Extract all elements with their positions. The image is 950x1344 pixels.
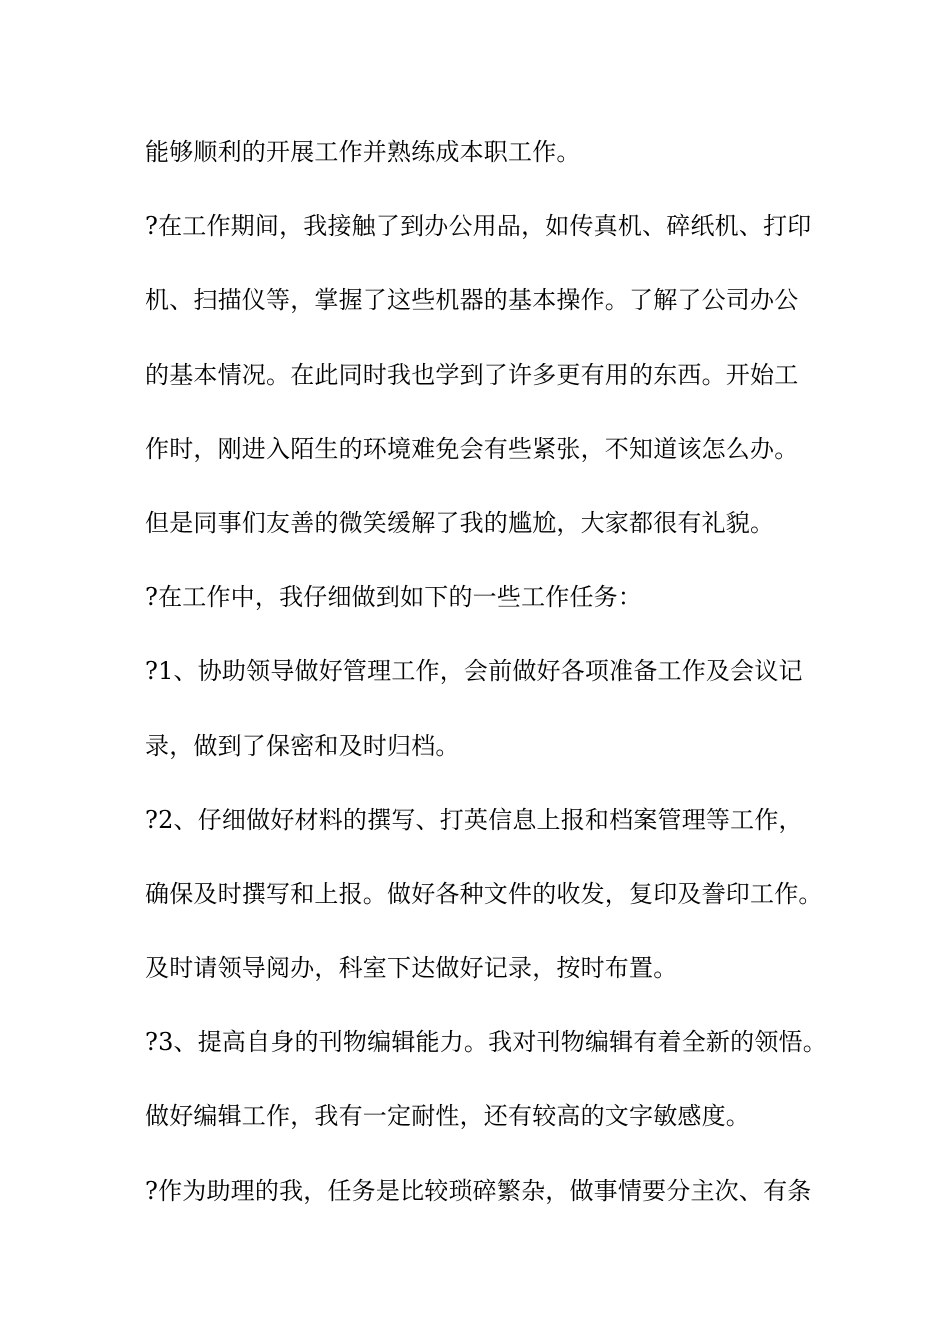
text-line: 确保及时撰写和上报。做好各种文件的收发，复印及誊印工作。	[145, 879, 823, 908]
text-line: 作时，刚进入陌生的环境难免会有些紧张，不知道该怎么办。	[145, 434, 799, 463]
text-line: ?在工作中，我仔细做到如下的一些工作任务：	[145, 583, 643, 612]
text-line: 做好编辑工作，我有一定耐性，还有较高的文字敏感度。	[145, 1102, 750, 1131]
text-line: ?1、协助领导做好管理工作，会前做好各项准备工作及会议记	[145, 657, 803, 686]
body-text	[145, 128, 845, 1241]
text-line: ?2、仔细做好材料的撰写、打英信息上报和档案管理等工作，	[145, 805, 803, 834]
text-line: 及时请领导阅办，科室下达做好记录，按时布置。	[145, 954, 678, 983]
text-line: ?在工作期间，我接触了到办公用品，如传真机、碎纸机、打印	[145, 212, 812, 241]
text-line: ?作为助理的我，任务是比较琐碎繁杂，做事情要分主次、有条	[145, 1176, 812, 1205]
text-line: 机、扫描仪等，掌握了这些机器的基本操作。了解了公司办公	[145, 286, 799, 315]
text-line: 录，做到了保密和及时归档。	[145, 731, 460, 760]
text-line: 的基本情况。在此同时我也学到了许多更有用的东西。开始工	[145, 360, 799, 389]
text-line: ?3、提高自身的刊物编辑能力。我对刊物编辑有着全新的领悟。	[145, 1028, 827, 1057]
text-line: 能够顺利的开展工作并熟练成本职工作。	[145, 138, 581, 166]
text-line: 但是同事们友善的微笑缓解了我的尴尬，大家都很有礼貌。	[145, 508, 775, 537]
